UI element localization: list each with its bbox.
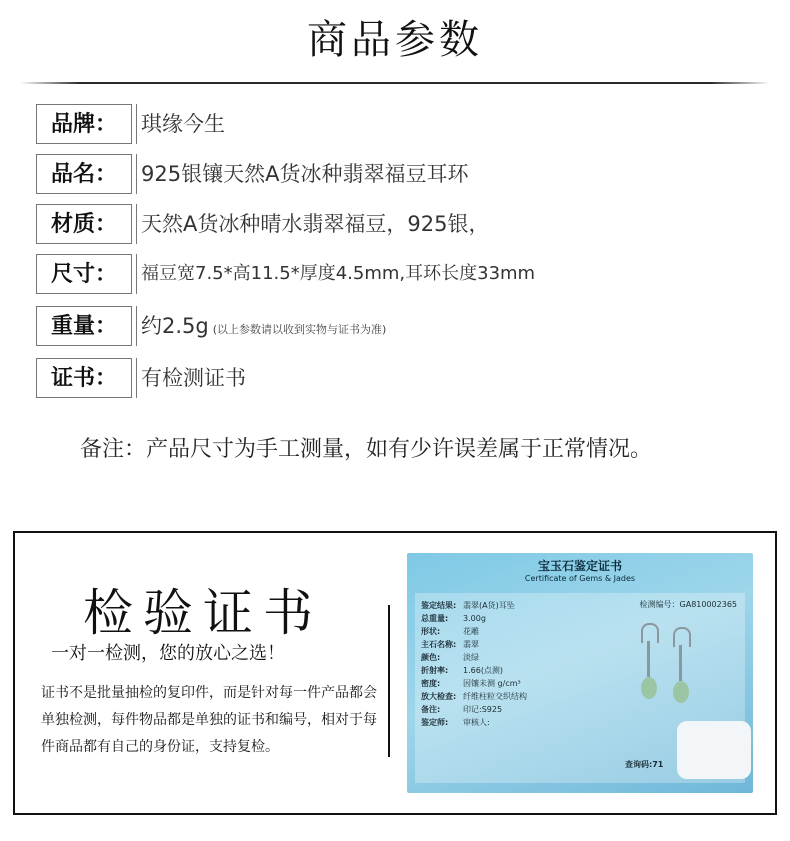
param-label: 尺寸： bbox=[36, 254, 132, 294]
certificate-fields bbox=[421, 599, 527, 729]
cert-field bbox=[421, 651, 527, 664]
cert-field-value: 1.66(点测) bbox=[463, 666, 504, 675]
param-label: 重量： bbox=[36, 306, 132, 346]
earring-hook bbox=[641, 623, 659, 643]
certificate-description: 证书不是批量抽检的复印件，而是针对每一件产品都会单独检测，每件物品都是单独的证书和编号，相对于每件商品都有自己的身份证，支持复检。 bbox=[41, 685, 377, 755]
param-label: 品名： bbox=[36, 154, 132, 194]
cert-field bbox=[421, 612, 527, 625]
cert-field-value: 印记:S925 bbox=[463, 705, 503, 714]
param-row-material bbox=[36, 204, 756, 246]
certificate-section bbox=[13, 531, 777, 815]
param-label: 品牌： bbox=[36, 104, 132, 144]
certificate-title: 检验证书 bbox=[83, 584, 323, 642]
cert-field bbox=[421, 664, 527, 677]
cert-field bbox=[421, 690, 527, 703]
cert-field-value: 3.00g bbox=[463, 614, 486, 623]
earring-image-right bbox=[673, 627, 689, 717]
param-row-brand bbox=[36, 104, 756, 146]
certificate-photo-title-en: Certificate of Gems & Jades bbox=[524, 574, 636, 583]
query-code: 查询码:71 bbox=[625, 760, 664, 769]
earring-hook bbox=[673, 627, 691, 647]
vertical-divider bbox=[388, 605, 390, 757]
param-value: 约2.5g bbox=[141, 314, 209, 338]
page-title: 商品参数 bbox=[307, 17, 483, 63]
certificate-slogan: 一对一检测，您的放心之选！ bbox=[51, 643, 285, 664]
display-cushion bbox=[677, 721, 751, 779]
cert-field-key: 总重量: bbox=[421, 614, 449, 623]
param-row-size bbox=[36, 254, 756, 296]
cert-field-value: 审核人: bbox=[463, 718, 490, 727]
cert-field-key: 鉴定结果: bbox=[421, 601, 457, 610]
param-label: 证书： bbox=[36, 358, 132, 398]
title-divider bbox=[20, 82, 770, 84]
cert-field-key: 颜色: bbox=[421, 653, 441, 662]
certificate-number-value: GA810002365 bbox=[679, 600, 737, 609]
param-row-weight bbox=[36, 306, 756, 348]
cert-field-key: 主石名称: bbox=[421, 640, 457, 649]
param-row-name bbox=[36, 154, 756, 196]
cert-field-key: 形状: bbox=[421, 627, 441, 636]
param-value: 天然A货冰种晴水翡翠福豆，925银， bbox=[136, 204, 776, 244]
jade-bean bbox=[673, 681, 689, 703]
cert-field-value: 花雕 bbox=[463, 627, 479, 636]
certificate-photo-title-cn: 宝玉石鉴定证书 bbox=[537, 559, 622, 573]
certificate-photo bbox=[407, 553, 753, 793]
cert-field bbox=[421, 716, 527, 729]
certificate-number-label: 检测编号： bbox=[639, 600, 680, 609]
earring-bar bbox=[647, 641, 650, 677]
cert-field-key: 备注: bbox=[421, 705, 441, 714]
earring-bar bbox=[679, 645, 682, 681]
cert-field bbox=[421, 703, 527, 716]
cert-field bbox=[421, 599, 527, 612]
cert-field-value: 淡绿 bbox=[463, 653, 479, 662]
cert-field-value: 纤维柱粒交织结构 bbox=[463, 692, 527, 701]
cert-field bbox=[421, 625, 527, 638]
param-value: 有检测证书 bbox=[136, 358, 776, 398]
cert-field-key: 密度: bbox=[421, 679, 441, 688]
cert-field-key: 折射率: bbox=[421, 666, 449, 675]
earring-image-left bbox=[641, 623, 657, 713]
param-value: 琪缘今生 bbox=[136, 104, 776, 144]
certificate-number bbox=[640, 599, 737, 610]
param-label: 材质： bbox=[36, 204, 132, 244]
cert-field bbox=[421, 638, 527, 651]
certificate-photo-header bbox=[407, 557, 753, 583]
param-value-wrap bbox=[136, 306, 776, 346]
param-value: 福豆宽7.5*高11.5*厚度4.5mm,耳环长度33mm bbox=[136, 254, 776, 294]
cert-field-value: 翡翠(A货)耳坠 bbox=[463, 601, 515, 610]
remark-text: 备注：产品尺寸为手工测量，如有少许误差属于正常情况。 bbox=[80, 437, 653, 462]
param-row-certificate bbox=[36, 358, 756, 400]
cert-field-value: 因镶未测 g/cm³ bbox=[463, 679, 521, 688]
jade-bean bbox=[641, 677, 657, 699]
param-value: 925银镶天然A货冰种翡翠福豆耳环 bbox=[136, 154, 776, 194]
certificate-photo-body bbox=[415, 593, 745, 783]
param-note: (以上参数请以收到实物与证书为准) bbox=[212, 323, 387, 336]
cert-field-key: 鉴定师: bbox=[421, 718, 449, 727]
cert-field-value: 翡翠 bbox=[463, 640, 479, 649]
cert-field-key: 放大检查: bbox=[421, 692, 457, 701]
cert-field bbox=[421, 677, 527, 690]
